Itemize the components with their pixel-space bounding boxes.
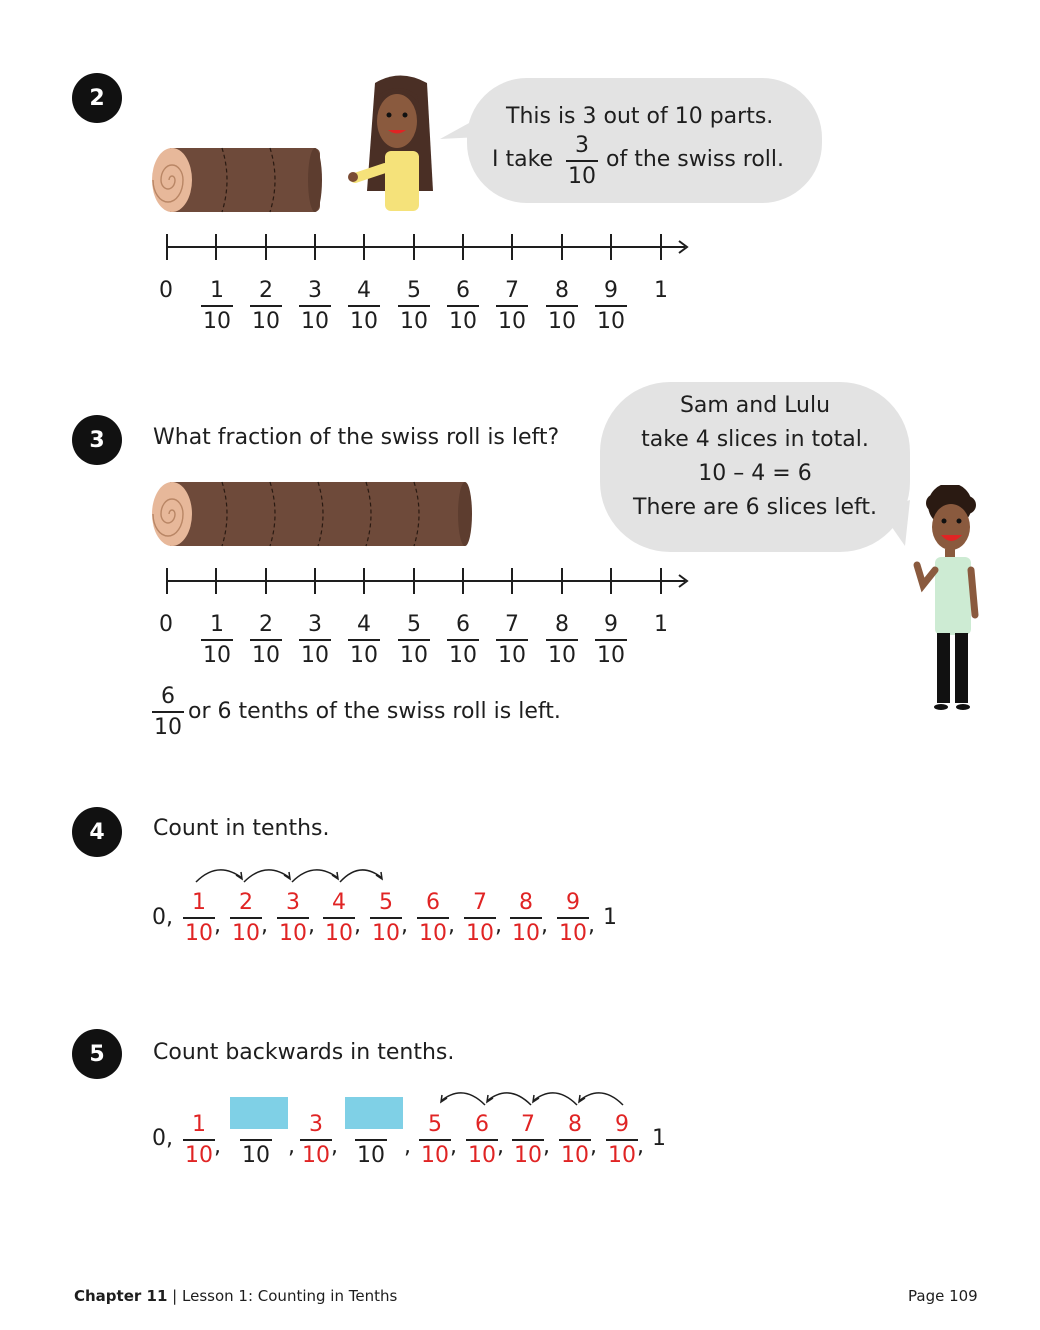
speech-bubble-tail — [440, 115, 480, 145]
numerator: 8 — [519, 890, 533, 915]
sequence-fraction — [464, 890, 496, 947]
fraction-bar — [510, 917, 542, 919]
blank-fraction — [240, 1112, 272, 1169]
numberline-label-6-10 — [447, 612, 479, 669]
fraction-bar — [546, 305, 578, 307]
numberline-label-zero: 0 — [159, 612, 173, 637]
fraction-bar — [152, 711, 184, 713]
sequence-comma: , — [288, 1134, 295, 1159]
sequence-comma: , — [497, 1134, 504, 1159]
numerator: 6 — [456, 612, 470, 637]
boy-illustration — [905, 485, 990, 715]
denominator: 10 — [279, 920, 307, 946]
fraction-bar — [559, 1139, 591, 1141]
numberline-label-7-10 — [496, 612, 528, 669]
numerator: 9 — [566, 890, 580, 915]
chapter-label: Chapter 11 — [74, 1287, 168, 1305]
numerator: 9 — [604, 612, 618, 637]
denominator: 10 — [559, 920, 587, 946]
denominator: 10 — [548, 642, 576, 668]
sequence-fraction — [510, 890, 542, 947]
numerator: 2 — [239, 890, 253, 915]
numerator: 2 — [259, 612, 273, 637]
lesson-label: Lesson 1: Counting in Tenths — [182, 1287, 398, 1305]
numberline-label-one: 1 — [654, 612, 668, 637]
numerator: 8 — [568, 1112, 582, 1137]
numerator: 5 — [428, 1112, 442, 1137]
numberline-label-5-10 — [398, 278, 430, 335]
denominator: 10 — [498, 642, 526, 668]
denominator: 10 — [466, 920, 494, 946]
speech-line-2: take 4 slices in total. — [641, 427, 869, 452]
fraction-bar — [496, 305, 528, 307]
numberline-label-8-10 — [546, 612, 578, 669]
denominator: 10 — [400, 308, 428, 334]
answer-text: or 6 tenths of the swiss roll is left. — [188, 699, 561, 724]
girl-illustration — [345, 73, 440, 213]
denominator: 10 — [325, 920, 353, 946]
instruction-text: Count backwards in tenths. — [153, 1040, 455, 1065]
fraction-bar — [201, 639, 233, 641]
fraction-bar — [606, 1139, 638, 1141]
numerator: 3 — [309, 1112, 323, 1137]
fraction-bar — [595, 305, 627, 307]
sequence-fraction — [417, 890, 449, 947]
forward-jump-arrows — [190, 862, 390, 886]
denominator: 10 — [252, 642, 280, 668]
speech-line-3: 10 – 4 = 6 — [698, 461, 812, 486]
denominator: 10 — [498, 308, 526, 334]
numberline-label-4-10 — [348, 278, 380, 335]
speech-bubble — [467, 78, 822, 203]
fraction-bar — [466, 1139, 498, 1141]
fraction-denominator: 10 — [568, 163, 596, 189]
fraction-bar — [183, 1139, 215, 1141]
fraction-bar — [419, 1139, 451, 1141]
numerator: 4 — [357, 278, 371, 303]
fraction-bar — [447, 305, 479, 307]
numberline-label-2-10 — [250, 278, 282, 335]
numerator: 5 — [407, 278, 421, 303]
sequence-fraction — [277, 890, 309, 947]
sequence-comma: , — [261, 913, 268, 938]
fraction-bar — [398, 305, 430, 307]
fraction-bar — [299, 639, 331, 641]
numerator: 7 — [505, 612, 519, 637]
numberline-label-one: 1 — [654, 278, 668, 303]
footer-chapter — [74, 1287, 397, 1305]
fraction-bar — [546, 639, 578, 641]
numerator: 8 — [555, 278, 569, 303]
numerator: 9 — [615, 1112, 629, 1137]
denominator: 10 — [419, 920, 447, 946]
denominator: 10 — [561, 1142, 589, 1168]
numerator: 1 — [210, 278, 224, 303]
sequence-fraction — [183, 890, 215, 947]
speech-line-1: Sam and Lulu — [679, 393, 831, 418]
question-number-badge: 5 — [72, 1029, 122, 1079]
denominator: 10 — [597, 308, 625, 334]
footer-separator: | — [172, 1287, 178, 1305]
sequence-comma: , — [308, 913, 315, 938]
fraction-bar — [496, 639, 528, 641]
numerator: 9 — [604, 278, 618, 303]
fraction-bar — [557, 917, 589, 919]
denominator: 10 — [154, 714, 182, 740]
denominator: 10 — [350, 642, 378, 668]
sequence-end: 1 — [652, 1126, 666, 1151]
sequence-comma: , — [590, 1134, 597, 1159]
denominator: 10 — [548, 308, 576, 334]
numberline-label-9-10 — [595, 612, 627, 669]
numerator: 5 — [407, 612, 421, 637]
denominator: 10 — [185, 920, 213, 946]
denominator: 10 — [372, 920, 400, 946]
number-line — [160, 564, 700, 598]
sequence-comma: , — [541, 913, 548, 938]
numerator: 3 — [308, 612, 322, 637]
numerator: 7 — [505, 278, 519, 303]
number-line — [160, 230, 700, 264]
denominator: 10 — [597, 642, 625, 668]
fraction-bar — [348, 305, 380, 307]
sequence-comma: , — [404, 1134, 411, 1159]
numberline-label-2-10 — [250, 612, 282, 669]
numerator: 2 — [259, 278, 273, 303]
numerator: 4 — [357, 612, 371, 637]
speech-line-4: There are 6 slices left. — [633, 495, 877, 520]
sequence-comma: , — [495, 913, 502, 938]
question-number-badge: 3 — [72, 415, 122, 465]
denominator: 10 — [185, 1142, 213, 1168]
fraction-bar — [355, 1139, 387, 1141]
fraction-bar — [300, 1139, 332, 1141]
fraction-bar — [230, 917, 262, 919]
sequence-comma: , — [331, 1134, 338, 1159]
denominator: 10 — [468, 1142, 496, 1168]
denominator: 10 — [514, 1142, 542, 1168]
sequence-fraction — [183, 1112, 215, 1169]
numerator: 6 — [456, 278, 470, 303]
fraction-bar — [323, 917, 355, 919]
numberline-label-5-10 — [398, 612, 430, 669]
numberline-label-1-10 — [201, 612, 233, 669]
denominator: 10 — [357, 1142, 385, 1168]
fraction-bar — [512, 1139, 544, 1141]
numerator: 7 — [521, 1112, 535, 1137]
answer-fraction — [152, 684, 184, 741]
denominator: 10 — [242, 1142, 270, 1168]
numerator: 1 — [192, 1112, 206, 1137]
denominator: 10 — [203, 642, 231, 668]
fraction-bar — [370, 917, 402, 919]
fraction-bar — [250, 305, 282, 307]
numerator: 4 — [332, 890, 346, 915]
instruction-text: Count in tenths. — [153, 816, 330, 841]
fraction-bar — [250, 639, 282, 641]
fraction-bar — [398, 639, 430, 641]
sequence-fraction — [559, 1112, 591, 1169]
fraction-bar — [240, 1139, 272, 1141]
numerator: 8 — [555, 612, 569, 637]
sequence-fraction — [230, 890, 262, 947]
sequence-fraction — [512, 1112, 544, 1169]
numerator: 5 — [379, 890, 393, 915]
question-number-badge: 4 — [72, 807, 122, 857]
sequence-comma: , — [450, 1134, 457, 1159]
sequence-comma: , — [214, 1134, 221, 1159]
denominator: 10 — [400, 642, 428, 668]
numerator: 1 — [192, 890, 206, 915]
sequence-fraction — [466, 1112, 498, 1169]
denominator: 10 — [302, 1142, 330, 1168]
numerator: 6 — [161, 684, 175, 709]
denominator: 10 — [449, 642, 477, 668]
sequence-fraction — [557, 890, 589, 947]
denominator: 10 — [449, 308, 477, 334]
numberline-label-8-10 — [546, 278, 578, 335]
backward-jump-arrows — [435, 1085, 630, 1109]
numberline-label-3-10 — [299, 278, 331, 335]
fraction-bar — [277, 917, 309, 919]
swiss-roll-3-slices — [150, 145, 330, 215]
fraction-bar — [299, 305, 331, 307]
numberline-label-3-10 — [299, 612, 331, 669]
speech-line-1: This is 3 out of 10 parts. — [506, 104, 774, 129]
fraction-bar — [348, 639, 380, 641]
sequence-comma: , — [637, 1134, 644, 1159]
numberline-label-7-10 — [496, 278, 528, 335]
fraction-numerator: 3 — [575, 133, 589, 158]
sequence-fraction — [370, 890, 402, 947]
denominator: 10 — [301, 308, 329, 334]
question-number-badge: 2 — [72, 73, 122, 123]
numberline-label-zero: 0 — [159, 278, 173, 303]
denominator: 10 — [512, 920, 540, 946]
numerator: 6 — [475, 1112, 489, 1137]
fraction-bar — [183, 917, 215, 919]
sequence-fraction — [419, 1112, 451, 1169]
sequence-comma: , — [214, 913, 221, 938]
denominator: 10 — [421, 1142, 449, 1168]
numerator: 3 — [286, 890, 300, 915]
sequence-start: 0, — [152, 1126, 173, 1151]
sequence-comma: , — [354, 913, 361, 938]
sequence-end: 1 — [603, 905, 617, 930]
numerator: 3 — [308, 278, 322, 303]
sequence-fraction — [323, 890, 355, 947]
speech-line-2-post: of the swiss roll. — [606, 147, 785, 172]
fraction-bar — [464, 917, 496, 919]
swiss-roll-6-slices — [150, 478, 480, 550]
fraction-bar — [447, 639, 479, 641]
denominator: 10 — [252, 308, 280, 334]
numberline-label-4-10 — [348, 612, 380, 669]
sequence-start: 0, — [152, 905, 173, 930]
sequence-comma: , — [543, 1134, 550, 1159]
speech-line-2-pre: I take — [492, 147, 554, 172]
numberline-label-1-10 — [201, 278, 233, 335]
denominator: 10 — [232, 920, 260, 946]
sequence-fraction — [300, 1112, 332, 1169]
page-number: Page 109 — [908, 1287, 978, 1305]
sequence-comma: , — [588, 913, 595, 938]
numerator: 7 — [473, 890, 487, 915]
sequence-fraction — [606, 1112, 638, 1169]
numberline-label-6-10 — [447, 278, 479, 335]
fraction-bar — [201, 305, 233, 307]
numerator: 1 — [210, 612, 224, 637]
blank-fraction — [355, 1112, 387, 1169]
denominator: 10 — [350, 308, 378, 334]
fraction-bar — [566, 160, 598, 162]
sequence-comma: , — [448, 913, 455, 938]
question-text: What fraction of the swiss roll is left? — [153, 425, 560, 450]
fraction-bar — [595, 639, 627, 641]
speech-fraction — [566, 133, 598, 190]
sequence-comma: , — [401, 913, 408, 938]
numberline-label-9-10 — [595, 278, 627, 335]
numerator: 6 — [426, 890, 440, 915]
denominator: 10 — [203, 308, 231, 334]
denominator: 10 — [608, 1142, 636, 1168]
denominator: 10 — [301, 642, 329, 668]
fraction-bar — [417, 917, 449, 919]
